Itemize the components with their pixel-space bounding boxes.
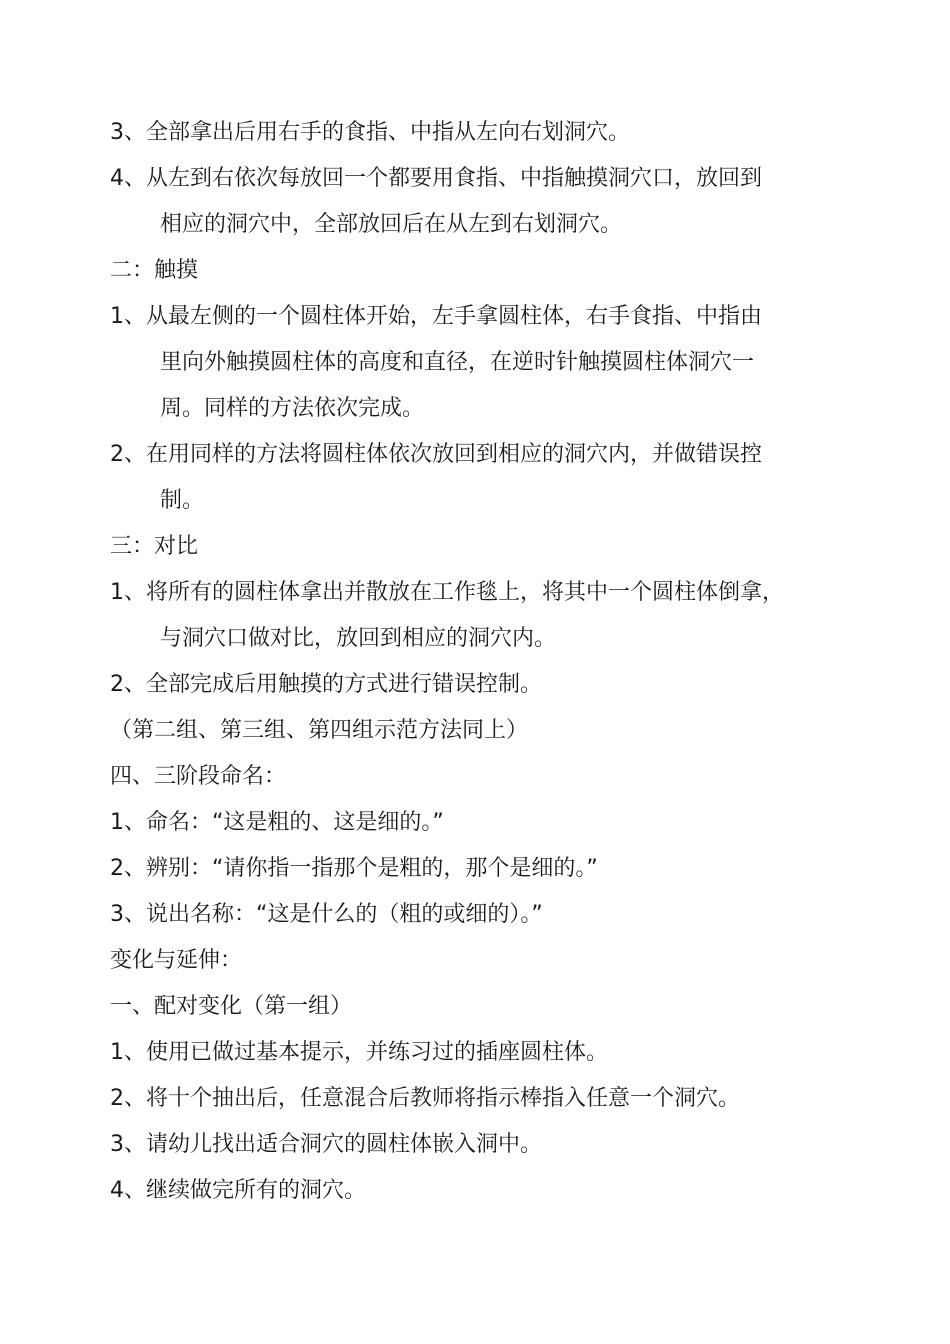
list-item-continuation: 相应的洞穴中，全部放回后在从左到右划洞穴。: [160, 212, 623, 237]
list-item: 2、将十个抽出后，任意混合后教师将指示棒指入任意一个洞穴。: [110, 1086, 740, 1111]
section-heading: 四、三阶段命名：: [110, 764, 287, 789]
list-item: 3、请幼儿找出适合洞穴的圆柱体嵌入洞中。: [110, 1132, 542, 1157]
list-item: 2、辨别：“请你指一指那个是粗的，那个是细的。”: [110, 856, 598, 881]
section-heading: 变化与延伸：: [110, 948, 243, 973]
section-heading: 三：对比: [110, 534, 199, 559]
list-item-continuation: 周。同样的方法依次完成。: [160, 396, 425, 421]
list-item: 3、说出名称：“这是什么的（粗的或细的）。”: [110, 902, 543, 927]
list-item: 1、将所有的圆柱体拿出并散放在工作毯上，将其中一个圆柱体倒拿，: [110, 580, 784, 605]
list-item: 1、从最左侧的一个圆柱体开始，左手拿圆柱体，右手食指、中指由: [110, 304, 762, 329]
list-item: 4、从左到右依次每放回一个都要用食指、中指触摸洞穴口，放回到: [110, 166, 762, 191]
list-item-continuation: 里向外触摸圆柱体的高度和直径，在逆时针触摸圆柱体洞穴一: [160, 350, 755, 375]
section-heading: 二：触摸: [110, 258, 199, 283]
document-body: [110, 110, 840, 1214]
list-item: 2、全部完成后用触摸的方式进行错误控制。: [110, 672, 542, 697]
list-item: 4、继续做完所有的洞穴。: [110, 1178, 366, 1203]
list-item-continuation: 制。: [160, 488, 205, 513]
subsection-heading: 一、配对变化（第一组）: [110, 994, 353, 1019]
list-item-continuation: 与洞穴口做对比，放回到相应的洞穴内。: [160, 626, 557, 651]
list-item: 2、在用同样的方法将圆柱体依次放回到相应的洞穴内，并做错误控: [110, 442, 762, 467]
list-item: 1、使用已做过基本提示，并练习过的插座圆柱体。: [110, 1040, 608, 1065]
list-item: 1、命名：“这是粗的、这是细的。”: [110, 810, 444, 835]
list-item: 3、全部拿出后用右手的食指、中指从左向右划洞穴。: [110, 120, 630, 145]
note-text: （第二组、第三组、第四组示范方法同上）: [110, 718, 529, 743]
